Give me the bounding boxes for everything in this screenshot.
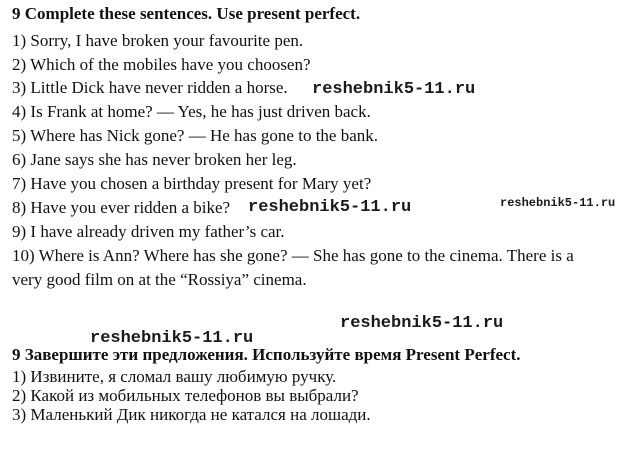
english-sentence-10-continued: very good film on at the “Rossiya” cinema.: [12, 270, 307, 289]
watermark: reshebnik5-11.ru: [500, 196, 616, 210]
english-sentence-2: 2) Which of the mobiles have you choosen?: [12, 55, 311, 74]
watermark: reshebnik5-11.ru: [340, 314, 504, 333]
english-sentence-8: 8) Have you ever ridden a bike?: [12, 198, 231, 217]
english-sentence-7: 7) Have you chosen a birthday present for Mary yet?: [12, 174, 372, 193]
english-sentence-4: 4) Is Frank at home? — Yes, he has just driven back.: [12, 102, 371, 121]
english-sentence-10: 10) Where is Ann? Where has she gone? — She has gone to the cinema. There is a: [12, 246, 574, 265]
english-sentence-5: 5) Where has Nick gone? — He has gone to the bank.: [12, 126, 379, 145]
russian-sentence-3: 3) Маленький Дик никогда не катался на лошади.: [12, 405, 371, 424]
russian-sentence-1: 1) Извините, я сломал вашу любимую ручку.: [12, 367, 337, 386]
english-sentence-9: 9) I have already driven my father’s car.: [12, 222, 285, 241]
english-sentence-1: 1) Sorry, I have broken your favourite pen.: [12, 31, 304, 50]
russian-sentence-2: 2) Какой из мобильных телефонов вы выбрали?: [12, 386, 359, 405]
watermark: reshebnik5-11.ru: [90, 329, 254, 348]
english-exercise-title: 9 Complete these sentences. Use present perfect.: [12, 4, 361, 23]
watermark: reshebnik5-11.ru: [248, 198, 412, 217]
watermark: reshebnik5-11.ru: [312, 80, 476, 99]
english-sentence-6: 6) Jane says she has never broken her leg.: [12, 150, 297, 169]
english-sentence-3: 3) Little Dick have never ridden a horse.: [12, 78, 288, 97]
russian-exercise-title: 9 Завершите эти предложения. Используйте время Present Perfect.: [12, 345, 521, 364]
